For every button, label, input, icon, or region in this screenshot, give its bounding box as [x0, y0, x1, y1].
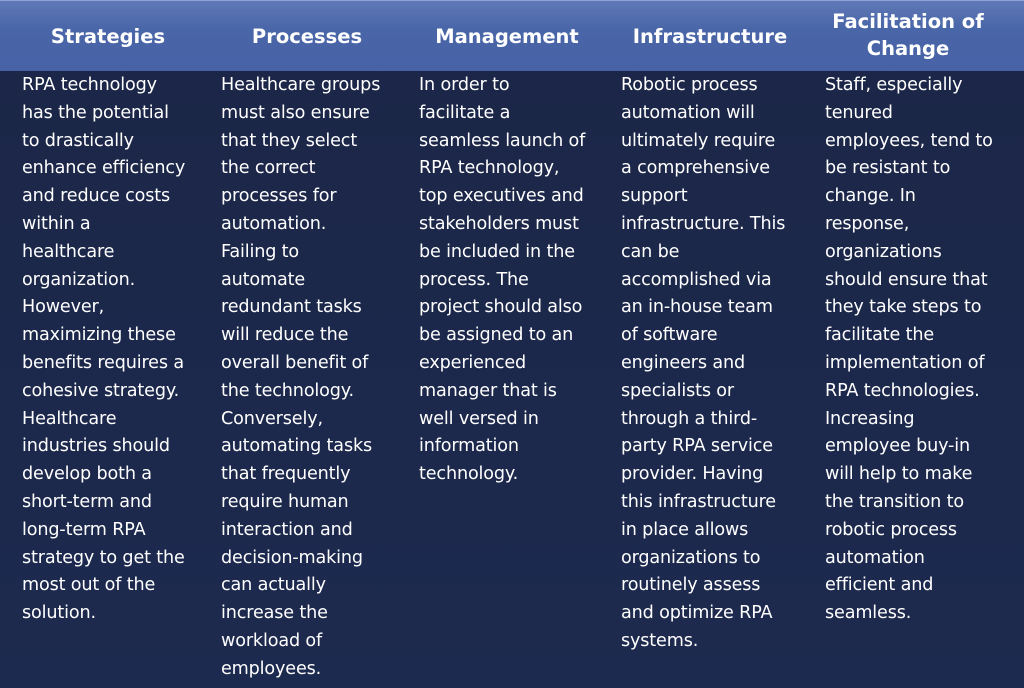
- table-header-row: [0, 0, 1024, 71]
- cell-strategies: RPA technology has the potential to drastically enhance efficiency and reduce costs within a healthcare organization. However, maximizing these benefits requires a cohesive strategy. Healthcare industries should develop both a short-term and long-term RPA strategy to get the most out of the solution.: [22, 75, 186, 624]
- cell-processes: Healthcare groups must also ensure that they select the correct processes for automation. Failing to automate redundant tasks will reduce the overall benefit of the technology. Conversely, automating tasks that frequently require human interaction and decision-making can actually increase the workload of employees.: [221, 75, 381, 679]
- header-facilitation-of-change: Facilitation of Change: [832, 10, 984, 60]
- header-processes: Processes: [251, 24, 363, 48]
- header-infrastructure: Infrastructure: [632, 24, 788, 48]
- cell-facilitation-of-change: Staff, especially tenured employees, tend to be resistant to change. In response, organizations should ensure that they take steps to facilitate the implementation of RPA technologies. Increasing employee buy-in will help to make the transition to robotic process automation efficient and seamless.: [825, 75, 993, 624]
- header-management: Management: [435, 24, 579, 48]
- cell-infrastructure: Robotic process automation will ultimately require a comprehensive support infrastructure. This can be accomplished via an in-house team of software engineers and specialists or through a third- party RPA service provider. Having this infrastructure in place allows organizations to routinely assess and optimize RPA systems.: [621, 75, 786, 651]
- header-strategies: Strategies: [50, 24, 166, 48]
- cell-management: In order to facilitate a seamless launch of RPA technology, top executives and stakeholders must be included in the process. The project should also be assigned to an experienced manager that is well versed in information technology.: [419, 75, 586, 485]
